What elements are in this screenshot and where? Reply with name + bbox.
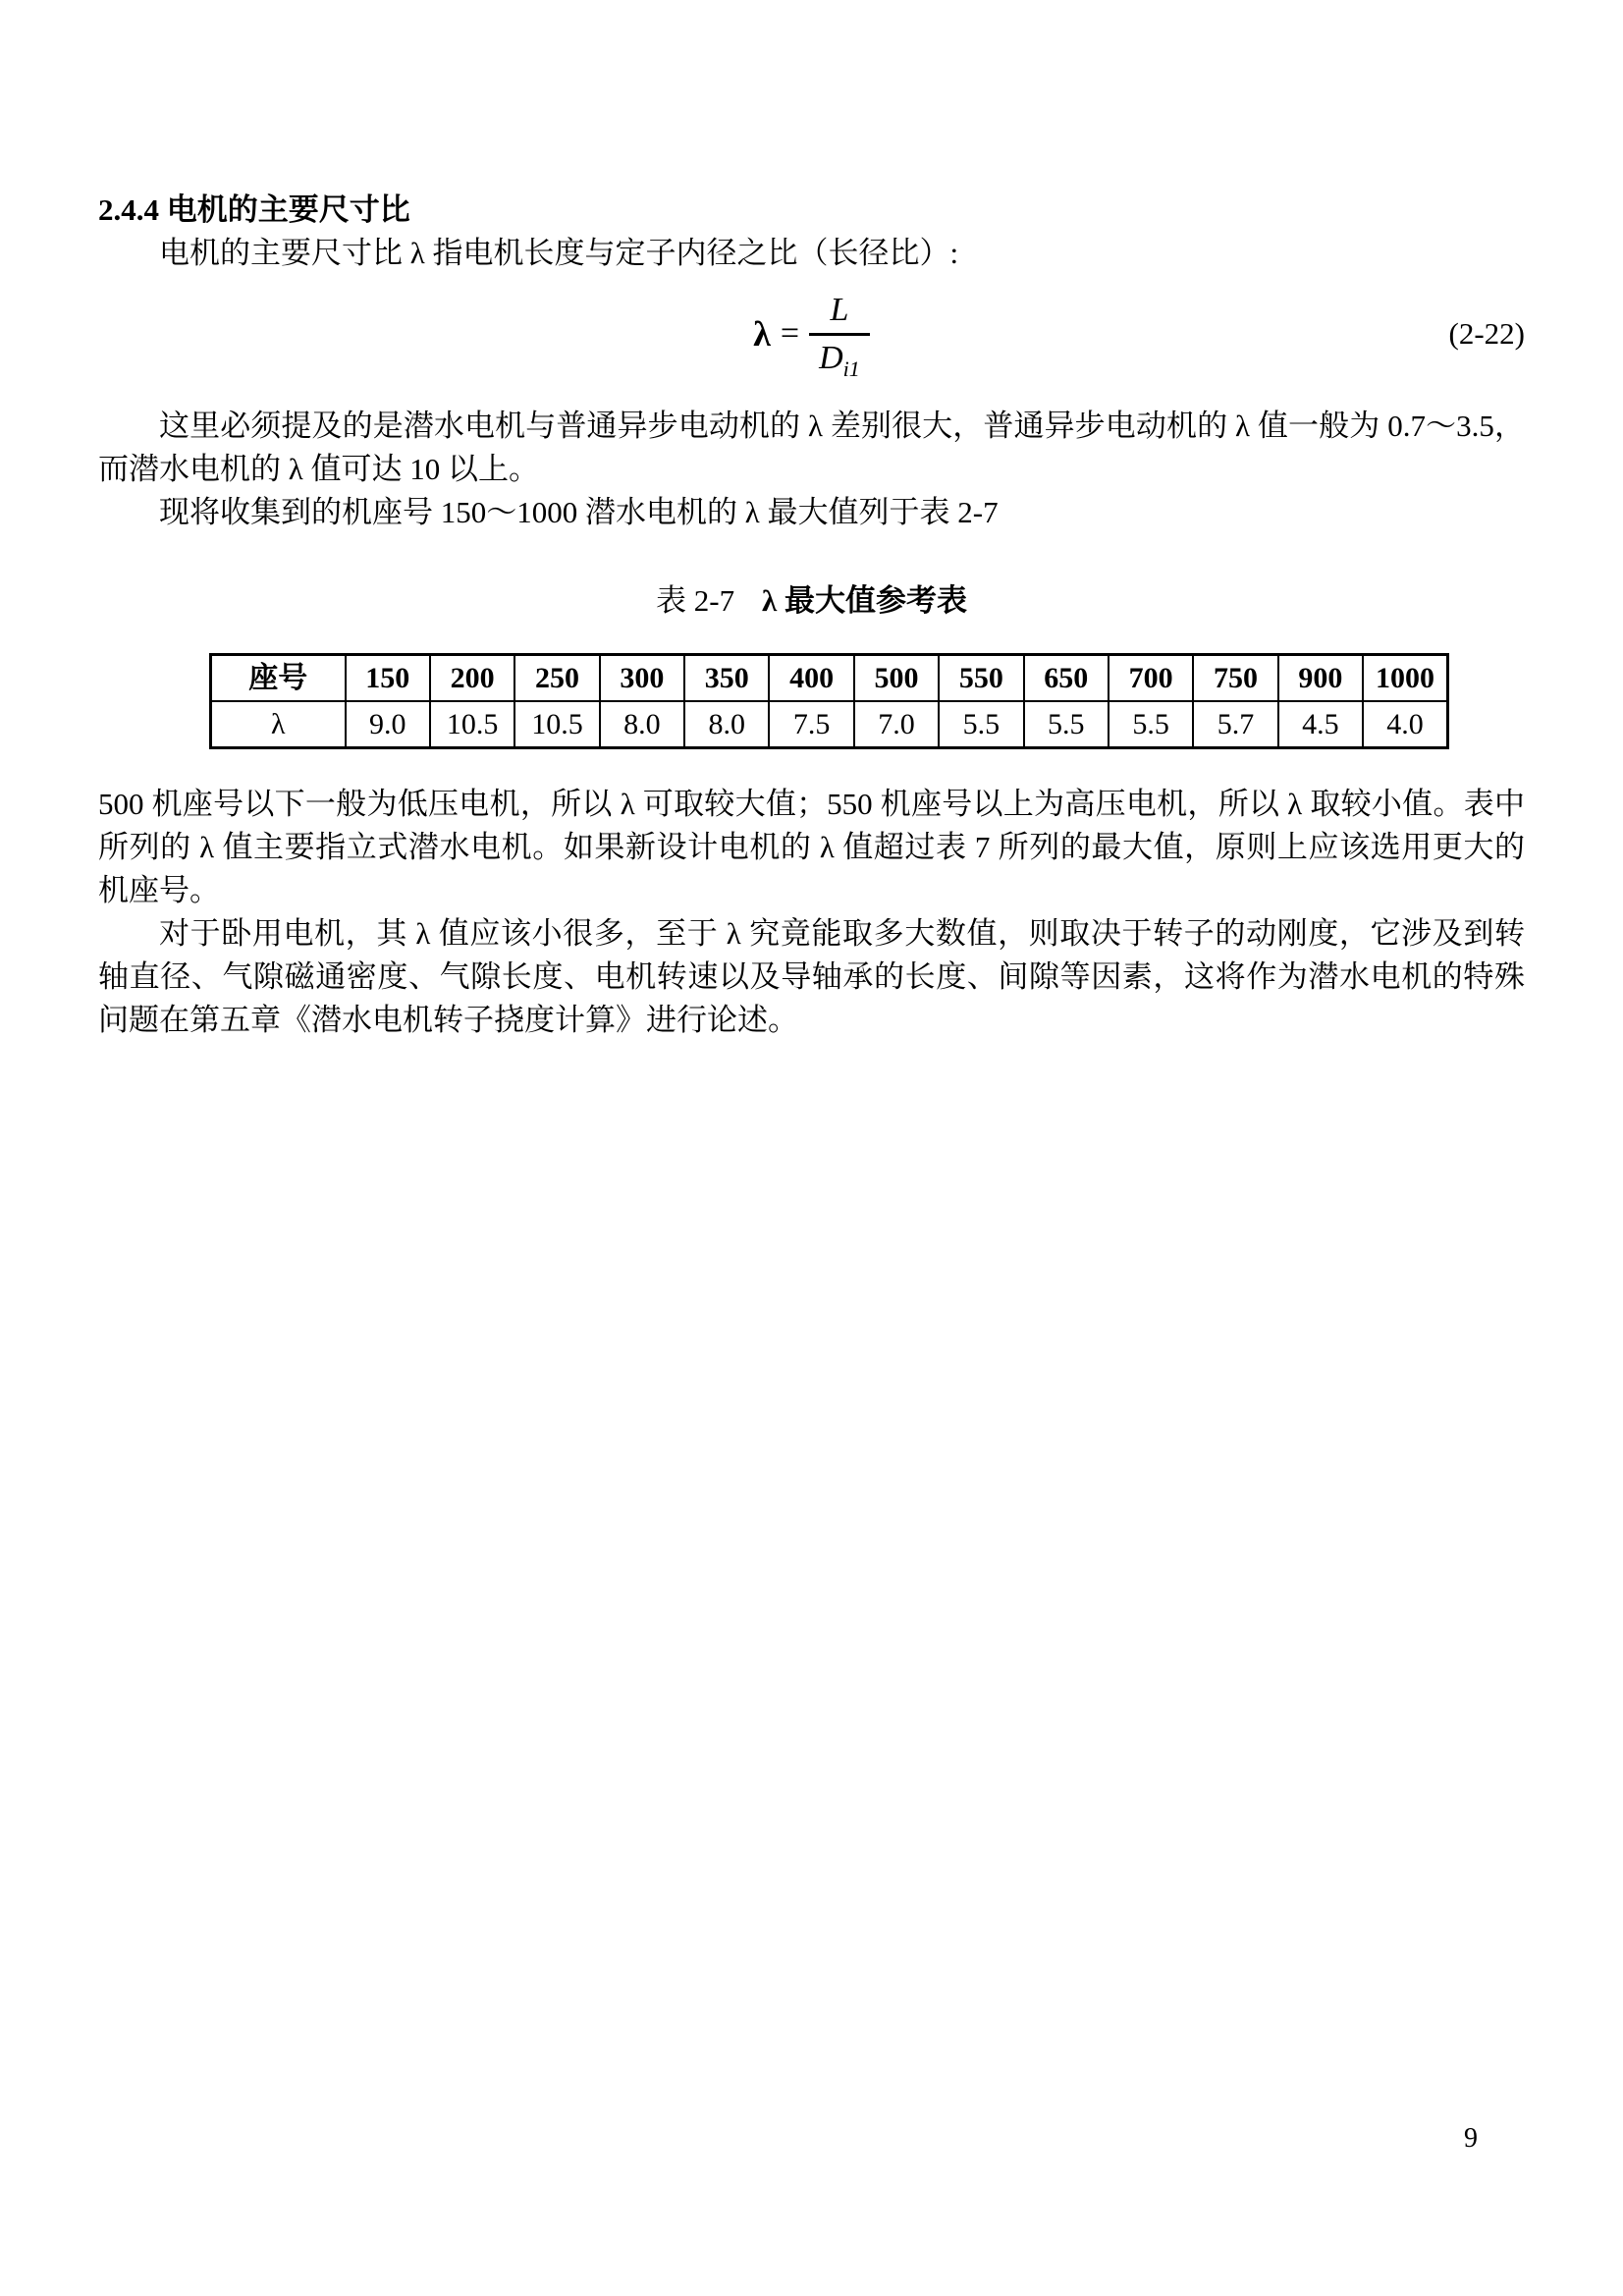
page-number: 9 xyxy=(1464,2123,1478,2154)
table-caption-number: 表 2-7 xyxy=(656,583,735,618)
table-value-row xyxy=(211,701,1448,748)
denominator-base: D xyxy=(819,339,843,376)
body-paragraph-3: 500 机座号以下一般为低压电机，所以 λ 可取较大值；550 机座号以上为高压电机，所以 λ 取较小值。表中所列的 λ 值主要指立式潜水电机。如果新设计电机的 λ 值超过表 7 所列的最大值，原则上应该选用更大的机座号。 xyxy=(98,787,1525,907)
lambda-max-table xyxy=(209,653,1449,749)
table-value-cell: 4.0 xyxy=(1363,701,1448,748)
table-value-cell: 5.5 xyxy=(1024,701,1109,748)
intro-paragraph: 电机的主要尺寸比 λ 指电机长度与定子内径之比（长径比）: xyxy=(159,236,959,270)
table-caption xyxy=(98,579,1525,623)
table-value-cell: 7.5 xyxy=(769,701,853,748)
body-paragraph-4: 对于卧用电机，其 λ 值应该小很多，至于 λ 究竟能取多大数值，则取决于转子的动刚度，它涉及到转轴直径、气隙磁通密度、气隙长度、电机转速以及导轴承的长度、间隙等因素，这将作为潜水电机的特殊问题在第五章《潜水电机转子挠度计算》进行论述。 xyxy=(98,916,1525,1037)
table-value-cell: 4.5 xyxy=(1278,701,1363,748)
table-value-cell: 8.0 xyxy=(600,701,684,748)
table-column-header: 200 xyxy=(430,655,514,702)
equation-number-container xyxy=(870,312,1525,355)
equation-number: (2-22) xyxy=(1448,316,1525,351)
table-column-header: 900 xyxy=(1278,655,1363,702)
table-column-header: 400 xyxy=(769,655,853,702)
table-column-header: 550 xyxy=(939,655,1023,702)
table-row-label: λ xyxy=(211,701,346,748)
table-column-header: 250 xyxy=(514,655,599,702)
formula-equals: = xyxy=(780,315,800,352)
table-column-header: 700 xyxy=(1109,655,1193,702)
table-value-cell: 10.5 xyxy=(514,701,599,748)
table-header-label: 座号 xyxy=(211,655,346,702)
formula-lambda: λ xyxy=(753,314,771,354)
table-value-cell: 10.5 xyxy=(430,701,514,748)
table-caption-title: λ 最大值参考表 xyxy=(761,583,967,618)
body-paragraph-1: 这里必须提及的是潜水电机与普通异步电动机的 λ 差别很大，普通异步电动机的 λ 值一般为 0.7～3.5，而潜水电机的 λ 值可达 10 以上。 xyxy=(98,409,1525,486)
formula-fraction xyxy=(809,291,870,381)
table-value-cell: 5.5 xyxy=(939,701,1023,748)
table-value-cell: 8.0 xyxy=(684,701,769,748)
table-column-header: 350 xyxy=(684,655,769,702)
table-column-header: 1000 xyxy=(1363,655,1448,702)
table-value-cell: 9.0 xyxy=(346,701,430,748)
table-column-header: 500 xyxy=(854,655,939,702)
section-heading: 2.4.4 电机的主要尺寸比 xyxy=(98,192,410,227)
table-value-cell: 5.5 xyxy=(1109,701,1193,748)
denominator-subscript: i1 xyxy=(842,355,860,381)
table-column-header: 650 xyxy=(1024,655,1109,702)
table-value-cell: 5.7 xyxy=(1193,701,1277,748)
lambda-formula xyxy=(753,291,870,381)
table-value-cell: 7.0 xyxy=(854,701,939,748)
table-header-row xyxy=(211,655,1448,702)
fraction-numerator: L xyxy=(830,291,849,328)
table-column-header: 150 xyxy=(346,655,430,702)
equation-block xyxy=(98,279,1525,389)
fraction-denominator xyxy=(809,333,870,381)
table-column-header: 750 xyxy=(1193,655,1277,702)
page-content xyxy=(98,189,1525,1042)
table-column-header: 300 xyxy=(600,655,684,702)
body-paragraph-2: 现将收集到的机座号 150～1000 潜水电机的 λ 最大值列于表 2-7 xyxy=(159,495,999,529)
